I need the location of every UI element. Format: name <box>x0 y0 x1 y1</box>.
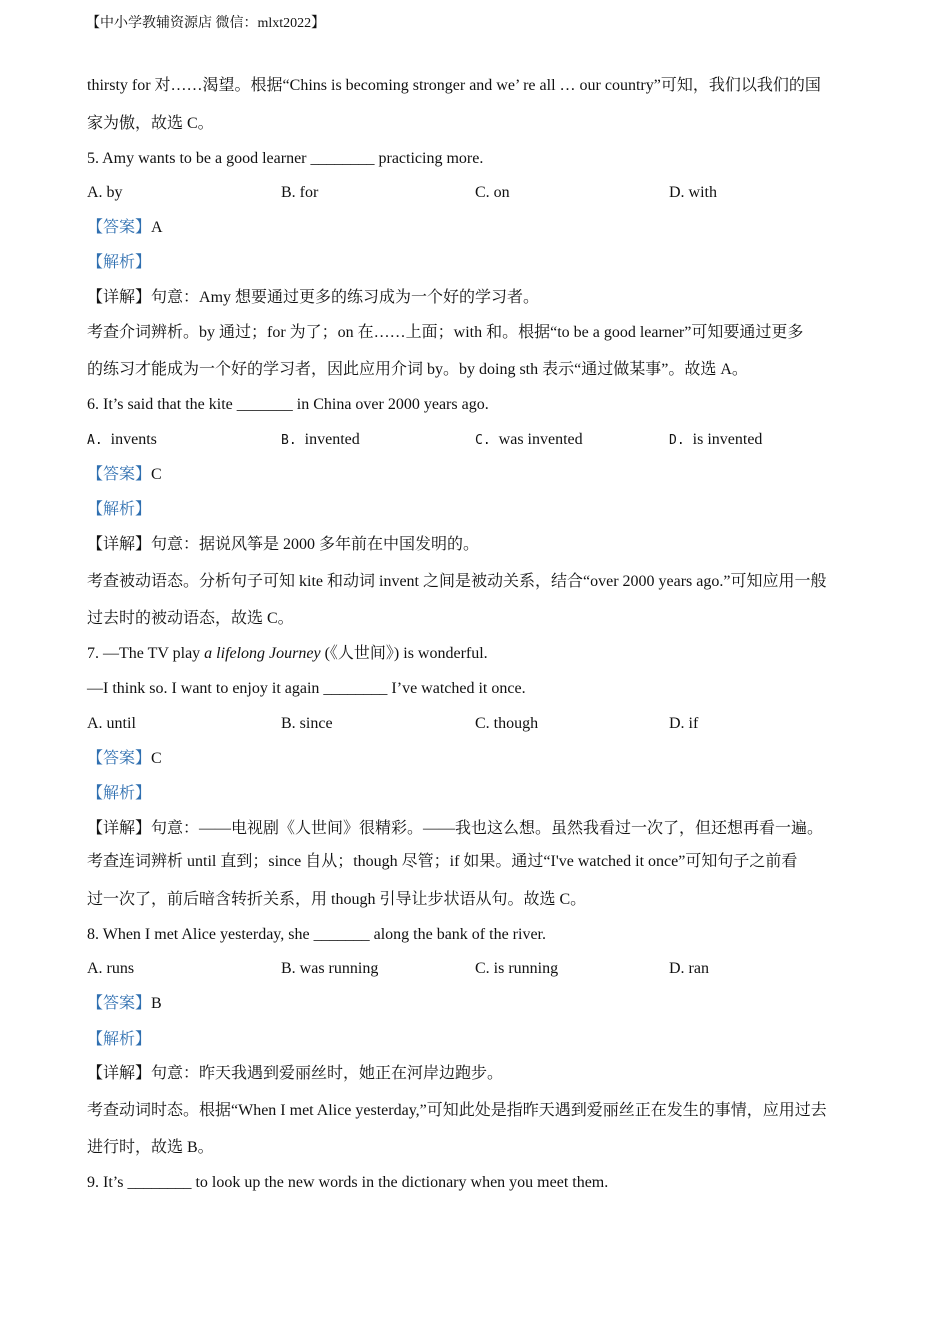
page-header: 【中小学教辅资源店 微信：mlxt2022】 <box>86 16 326 31</box>
q8-explanation-line-1: 考查动词时态。根据“When I met Alice yesterday,”可知此处是指昨天遇到爱丽丝正在发生的事情，应用过去 <box>87 1102 827 1119</box>
q5-option-b: B. for <box>281 184 319 201</box>
option-text: is invented <box>692 431 763 448</box>
q5-analysis-tag: 【解析】 <box>87 254 152 271</box>
stem-title: a lifelong Journey <box>204 645 321 662</box>
q6-analysis-tag: 【解析】 <box>87 501 152 518</box>
detail-tag: 【详解】 <box>87 1065 152 1082</box>
option-letter: C. <box>475 433 491 448</box>
q8-stem: 8. When I met Alice yesterday, she _______ along the bank of the river. <box>87 926 546 943</box>
detail-text: 句意：Amy 想要通过更多的练习成为一个好的学习者。 <box>151 289 540 306</box>
q9-stem: 9. It’s ________ to look up the new words in the dictionary when you meet them. <box>87 1174 609 1191</box>
option-letter: A. <box>87 433 103 448</box>
stem-end: (《人世间》) is wonderful. <box>320 645 488 662</box>
option-text: was invented <box>498 431 583 448</box>
continued-explanation-line-1: thirsty for 对……渴望。根据“Chins is becoming stronger and we’ re all … our country”可知，我们以我们的国 <box>87 77 821 94</box>
q7-option-b: B. since <box>281 715 333 732</box>
answer-value: B <box>151 995 162 1012</box>
answer-value: C <box>151 466 162 483</box>
q8-option-d: D. ran <box>669 960 709 977</box>
answer-value: C <box>151 750 162 767</box>
answer-tag: 【答案】 <box>87 466 152 483</box>
option-text: invents <box>110 431 157 448</box>
q7-answer <box>87 749 162 769</box>
q5-explanation-line-1: 考查介词辨析。by 通过；for 为了；on 在……上面；with 和。根据“to be a good learner”可知要通过更多 <box>87 324 804 341</box>
detail-tag: 【详解】 <box>87 820 152 837</box>
q5-answer <box>87 218 163 238</box>
q6-explanation-line-2: 过去时的被动语态，故选 C。 <box>87 610 294 627</box>
q8-option-b: B. was running <box>281 960 379 977</box>
q7-explanation-line-1: 考查连词辨析 until 直到；since 自从；though 尽管；if 如果。通过“I've watched it once”可知句子之前看 <box>87 853 798 870</box>
detail-tag: 【详解】 <box>87 536 152 553</box>
q5-option-c: C. on <box>475 184 510 201</box>
q6-option-a <box>87 430 157 451</box>
q6-option-d <box>669 430 762 451</box>
q6-answer <box>87 465 162 485</box>
q5-option-d: D. with <box>669 184 717 201</box>
q5-stem: 5. Amy wants to be a good learner ________ practicing more. <box>87 150 484 167</box>
detail-text: 句意：——电视剧《人世间》很精彩。——我也这么想。虽然我看过一次了，但还想再看一遍。 <box>151 820 824 837</box>
q8-analysis-tag: 【解析】 <box>87 1031 152 1048</box>
q8-explanation-line-2: 进行时，故选 B。 <box>87 1139 214 1156</box>
q6-option-c <box>475 430 583 451</box>
q8-answer <box>87 994 162 1014</box>
q5-detail <box>87 288 539 308</box>
q7-detail <box>87 819 823 839</box>
q6-explanation-line-1: 考查被动语态。分析句子可知 kite 和动词 invent 之间是被动关系，结合“over 2000 years ago.”可知应用一般 <box>87 573 827 590</box>
answer-tag: 【答案】 <box>87 750 152 767</box>
q7-stem-reply: —I think so. I want to enjoy it again ________ I’ve watched it once. <box>87 680 526 697</box>
q6-stem: 6. It’s said that the kite _______ in China over 2000 years ago. <box>87 396 489 413</box>
q8-option-c: C. is running <box>475 960 559 977</box>
q7-option-a: A. until <box>87 715 136 732</box>
option-text: invented <box>304 431 360 448</box>
q5-option-a: A. by <box>87 184 123 201</box>
detail-text: 句意：据说风筝是 2000 多年前在中国发明的。 <box>151 536 480 553</box>
stem-start: 7. —The TV play <box>87 645 205 662</box>
q7-analysis-tag: 【解析】 <box>87 785 152 802</box>
answer-tag: 【答案】 <box>87 219 152 236</box>
q6-option-b <box>281 430 360 451</box>
continued-explanation-line-2: 家为傲，故选 C。 <box>87 115 214 132</box>
q6-detail <box>87 535 479 555</box>
detail-text: 句意：昨天我遇到爱丽丝时，她正在河岸边跑步。 <box>151 1065 504 1082</box>
q7-explanation-line-2: 过一次了，前后暗含转折关系，用 though 引导让步状语从句。故选 C。 <box>87 891 587 908</box>
q8-detail <box>87 1064 503 1084</box>
q5-explanation-line-2: 的练习才能成为一个好的学习者，因此应用介词 by。by doing sth 表示“通过做某事”。故选 A。 <box>87 361 748 378</box>
q7-option-d: D. if <box>669 715 699 732</box>
option-letter: B. <box>281 433 297 448</box>
answer-value: A <box>151 219 163 236</box>
detail-tag: 【详解】 <box>87 289 152 306</box>
q7-option-c: C. though <box>475 715 539 732</box>
option-letter: D. <box>669 433 685 448</box>
answer-tag: 【答案】 <box>87 995 152 1012</box>
q8-option-a: A. runs <box>87 960 135 977</box>
q7-stem <box>87 644 488 664</box>
